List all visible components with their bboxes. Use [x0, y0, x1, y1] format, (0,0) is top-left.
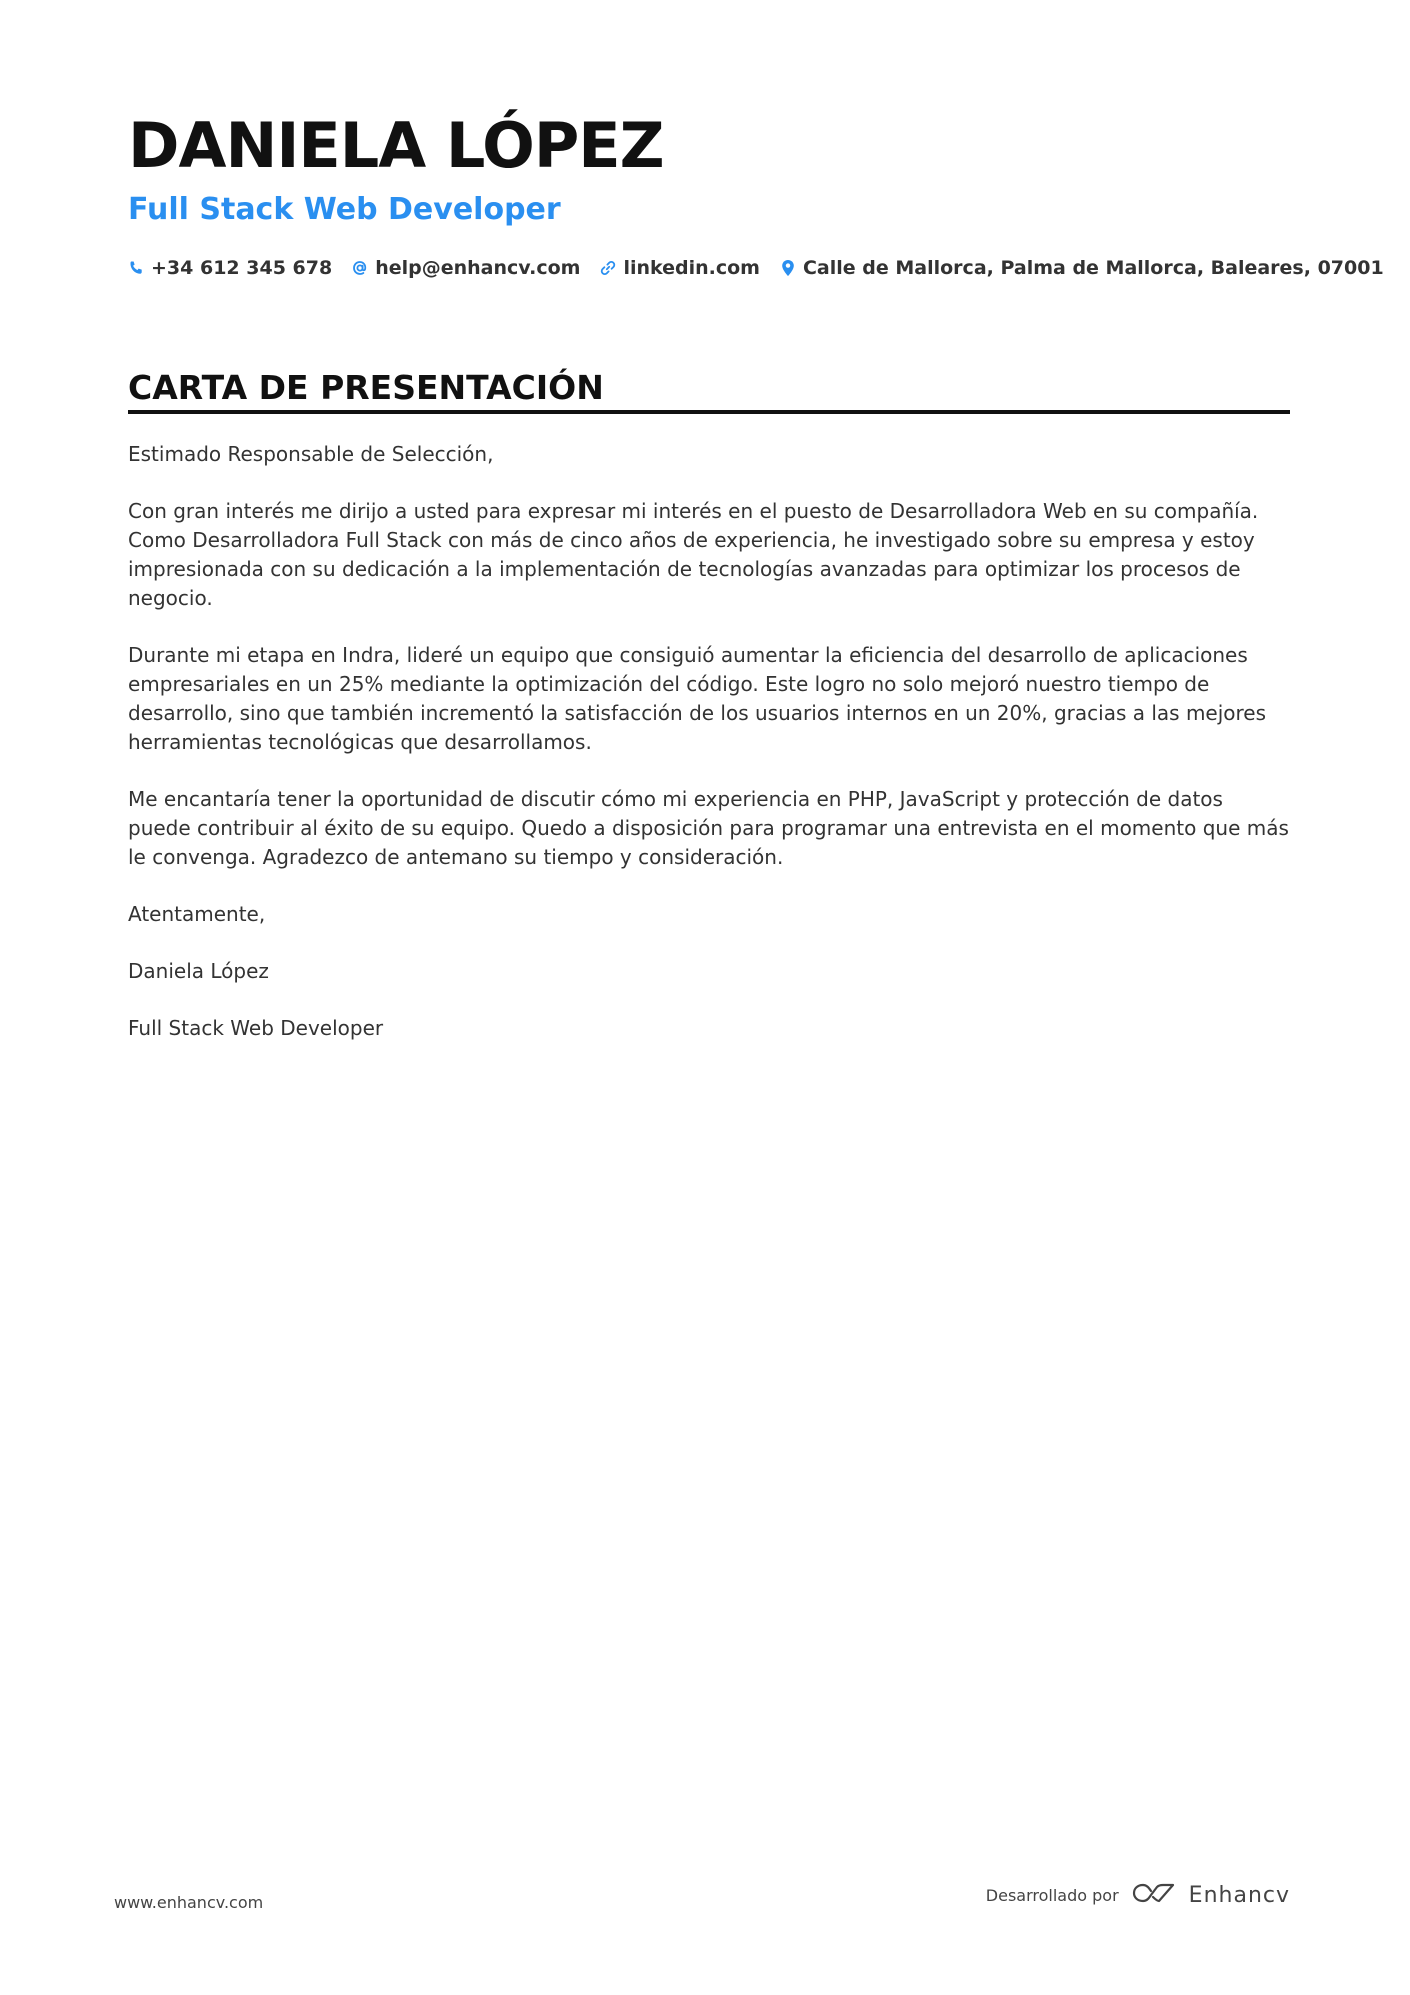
- footer-url[interactable]: www.enhancv.com: [114, 1893, 264, 1912]
- brand-name: Enhancv: [1188, 1882, 1290, 1908]
- footer-brand[interactable]: [986, 1880, 1290, 1910]
- contact-email-text: help@enhancv.com: [375, 257, 581, 279]
- signature-name: Daniela López: [128, 959, 269, 983]
- section-divider: [128, 410, 1290, 414]
- contact-phone-text: +34 612 345 678: [151, 257, 333, 279]
- powered-by-label: Desarrollado por: [985, 1885, 1119, 1905]
- contact-phone[interactable]: [128, 257, 332, 279]
- candidate-role: Full Stack Web Developer: [128, 192, 561, 227]
- enhancv-logo-icon: [1131, 1880, 1177, 1910]
- signature-title: Full Stack Web Developer: [128, 1016, 384, 1040]
- candidate-name: DANIELA LÓPEZ: [128, 109, 664, 182]
- link-icon: [600, 259, 616, 277]
- letter-paragraph: Con gran interés me dirijo a usted para expresar mi interés en el puesto de Desarrolladora Web en su compañía. Como Desarrolladora Full Stack con más de cinco años de experiencia, he investigado sobre su empresa y estoy impresionada con su dedicación a la implementación de tecnologías avanzadas para optimizar los procesos de negocio.: [128, 499, 1259, 610]
- letter-body: [128, 440, 1290, 1071]
- contact-linkedin-text: linkedin.com: [623, 257, 760, 279]
- contact-address: [780, 257, 1384, 279]
- letter-closing: Atentamente,: [128, 902, 266, 926]
- phone-icon: [128, 259, 144, 277]
- contact-email[interactable]: [352, 257, 580, 279]
- location-pin-icon: [780, 259, 796, 277]
- contact-bar: [128, 252, 1384, 284]
- contact-linkedin[interactable]: [600, 257, 760, 279]
- letter-greeting: Estimado Responsable de Selección,: [128, 442, 494, 466]
- letter-paragraph: Durante mi etapa en Indra, lideré un equipo que consiguió aumentar la eficiencia del desarrollo de aplicaciones empresariales en un 25% mediante la optimización del código. Este logro no solo mejoró nuestro tiempo de desarrollo, sino que también incrementó la satisfacción de los usuarios internos en un 20%, gracias a las mejores herramientas tecnológicas que desarrollamos.: [128, 643, 1267, 754]
- contact-address-text: Calle de Mallorca, Palma de Mallorca, Baleares, 07001: [802, 257, 1384, 279]
- letter-paragraph: Me encantaría tener la oportunidad de discutir cómo mi experiencia en PHP, JavaScript y protección de datos puede contribuir al éxito de su equipo. Quedo a disposición para programar una entrevista en el momento que más le convenga. Agradezco de antemano su tiempo y consideración.: [128, 787, 1289, 869]
- at-icon: [352, 259, 368, 277]
- section-title: CARTA DE PRESENTACIÓN: [128, 368, 604, 407]
